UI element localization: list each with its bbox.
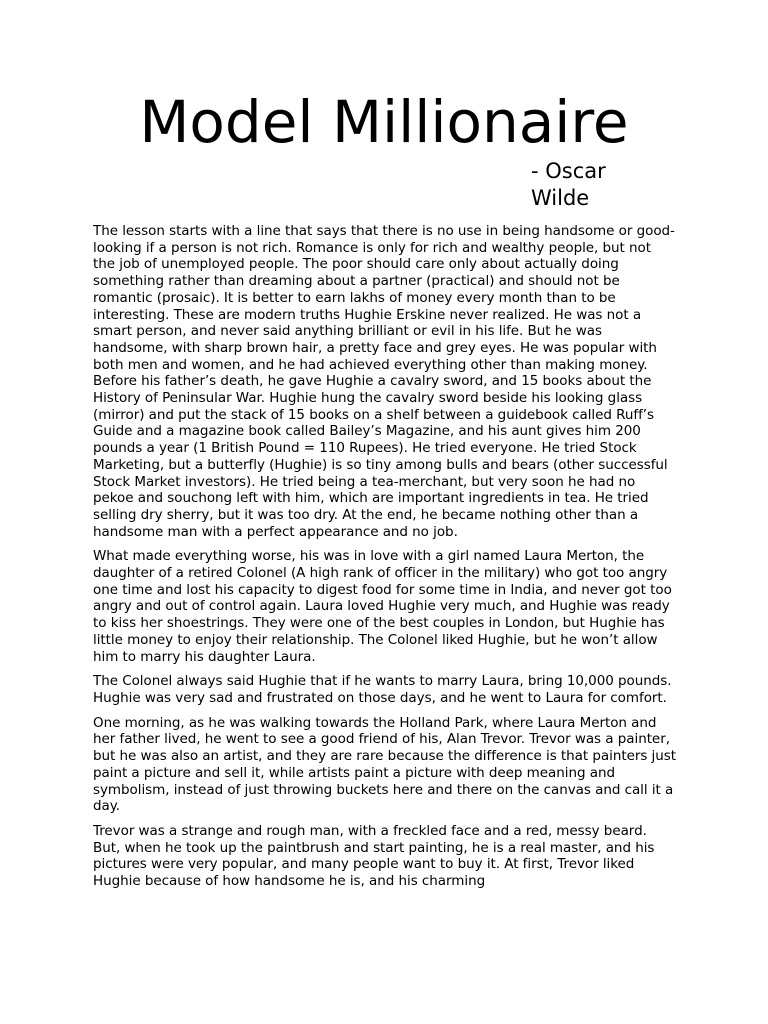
body-text xyxy=(93,223,677,938)
paragraph: The Colonel always said Hughie that if he wants to marry Laura, bring 10,000 pounds. Hughie was very sad and frustrated on those days, and he went to Laura for comfort. xyxy=(93,673,672,706)
paragraph: The lesson starts with a line that says that there is no use in being handsome or good-looking if a person is not rich. Romance is only for rich and wealthy people, but not the job of unemployed people. The poor should care only about actually doing something rather than dreaming about a partner (practical) and should not be romantic (prosaic). It is better to earn lakhs of money every month than to be interesting. These are modern truths Hughie Erskine never realized. He was not a smart person, and never said anything brilliant or evil in his life. But he was handsome, with sharp brown hair, a pretty face and grey eyes. He was popular with both men and women, and he had achieved everything other than making money. Before his father’s death, he gave Hughie a cavalry sword, and 15 books about the History of Peninsular War. Hughie hung the cavalry sword beside his looking glass (mirror) and put the stack of 15 books on a shelf between a guidebook called Ruff’s Guide and a magazine book called Bailey’s Magazine, and his aunt gives him 200 pounds a year (1 British Pound = 110 Rupees). He tried everyone. He tried Stock Marketing, but a butterfly (Hughie) is so tiny among bulls and bears (other successful Stock Market investors). He tried being a tea-merchant, but very soon he had no pekoe and souchong left with him, which are important ingredients in tea. He tried selling dry sherry, but it was too dry. At the end, he became nothing other than a handsome man with a perfect appearance and no job. xyxy=(93,223,675,540)
paragraph: What made everything worse, his was in love with a girl named Laura Merton, the daughter of a retired Colonel (A high rank of officer in the military) who got too angry one time and lost his capacity to digest food for some time in India, and never got too angry and out of control again. Laura loved Hughie very much, and Hughie was ready to kiss her shoestrings. They were one of the best couples in London, but Hughie has little money to enjoy their relationship. The Colonel liked Hughie, but he won’t allow him to marry his daughter Laura. xyxy=(93,548,672,665)
paragraph: Trevor was a strange and rough man, with a freckled face and a red, messy beard. But, when he took up the paintbrush and start painting, he is a real master, and his pictures were very popular, and many people want to buy it. At first, Trevor liked Hughie because of how handsome he is, and his charming xyxy=(93,822,655,890)
author-byline: - Oscar Wilde xyxy=(531,159,606,210)
page-title: Model Millionaire xyxy=(139,88,629,156)
paragraph: One morning, as he was walking towards the Holland Park, where Laura Merton and her father lived, he went to see a good friend of his, Alan Trevor. Trevor was a painter, but he was also an artist, and they are rare because the difference is that painters just paint a picture and sell it, while artists paint a picture with deep meaning and symbolism, instead of just throwing buckets here and there on the canvas and call it a day. xyxy=(93,714,676,815)
